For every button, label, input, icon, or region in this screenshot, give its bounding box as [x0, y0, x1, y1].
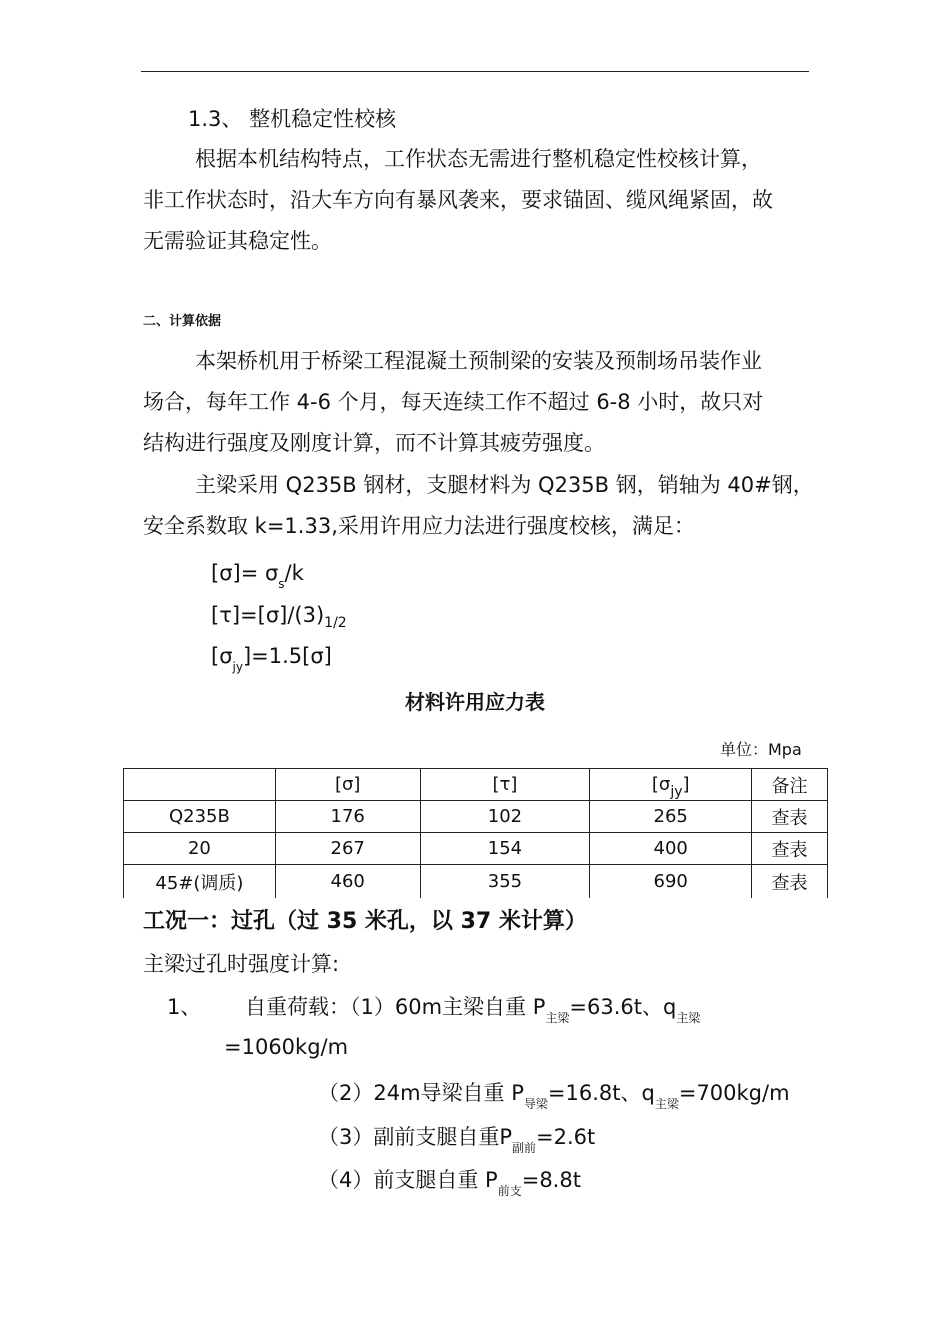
table-cell: 102	[420, 801, 590, 833]
table-cell: Q235B	[124, 801, 276, 833]
table-row	[124, 865, 828, 899]
paragraph-line: 主梁采用 Q235B 钢材，支腿材料为 Q235B 钢，销轴为 40#钢，	[195, 473, 814, 497]
table-cell: 265	[590, 801, 752, 833]
self-weight-line-1-cont: =1060kg/m	[224, 1035, 349, 1059]
table-header-cell	[124, 769, 276, 801]
table-title: 材料许用应力表	[405, 690, 545, 714]
section-heading-1-3: 1.3、 整机稳定性校核	[188, 107, 397, 131]
table-cell: 400	[590, 833, 752, 865]
case1-intro: 主梁过孔时强度计算:	[143, 952, 340, 976]
table-cell: 267	[275, 833, 420, 865]
formula-allowable-stress: $[\sigma]= \sigma_s/k$	[211, 561, 304, 591]
item-number: 1、	[167, 995, 202, 1019]
table-header-cell: [τ]	[420, 769, 590, 801]
material-stress-table	[123, 768, 828, 898]
paragraph-line: 结构进行强度及刚度计算，而不计算其疲劳强度。	[143, 431, 605, 455]
table-unit: 单位：Mpa	[720, 740, 802, 759]
self-weight-line-2: （2）24m导梁自重 $P_{导梁}=16.8t$、$q_{主梁}=700kg/m$	[318, 1081, 790, 1111]
table-header-cell: $[\sigma_{jy}]$	[590, 769, 752, 801]
self-weight-line-1: 自重荷载：（1）60m主梁自重 $P_{主梁}=63.6t$、$q_{主梁}$	[245, 995, 701, 1025]
table-cell: 176	[275, 801, 420, 833]
self-weight-line-4: （4）前支腿自重 $P_{前支}=8.8t$	[318, 1168, 581, 1198]
table-cell: 355	[420, 865, 590, 899]
table-cell: 45#(调质)	[124, 865, 276, 899]
paragraph-line: 无需验证其稳定性。	[143, 229, 332, 253]
paragraph-line: 安全系数取 k=1.33,采用许用应力法进行强度校核，满足：	[143, 514, 695, 538]
formula-bearing-stress: $[\sigma_{jy}]=1.5[\sigma]$	[211, 644, 332, 674]
table-cell: 查表	[752, 865, 828, 899]
table-header-cell: 备注	[752, 769, 828, 801]
formula-shear-stress: $[\tau]=[\sigma]/(3)_{1/2}$	[211, 603, 347, 631]
section-heading-2: 二、计算依据	[143, 314, 222, 329]
table-header-row	[124, 769, 828, 801]
table-cell: 154	[420, 833, 590, 865]
paragraph-line: 本架桥机用于桥梁工程混凝土预制梁的安装及预制场吊装作业	[195, 349, 762, 373]
header-rule	[141, 71, 809, 72]
table-cell: 查表	[752, 801, 828, 833]
paragraph-line: 根据本机结构特点，工作状态无需进行整机稳定性校核计算，	[195, 147, 762, 171]
self-weight-line-3: （3）副前支腿自重$P_{副前}=2.6t$	[318, 1125, 596, 1155]
paragraph-line: 非工作状态时，沿大车方向有暴风袭来，要求锚固、缆风绳紧固，故	[143, 188, 773, 212]
table-cell: 查表	[752, 833, 828, 865]
paragraph-line: 场合，每年工作 4-6 个月，每天连续工作不超过 6-8 小时，故只对	[143, 390, 764, 414]
table-cell: 20	[124, 833, 276, 865]
table-row	[124, 801, 828, 833]
case1-heading: 工况一：过孔（过 35 米孔，以 37 米计算）	[143, 909, 587, 934]
table-cell: 690	[590, 865, 752, 899]
table-row	[124, 833, 828, 865]
table-cell: 460	[275, 865, 420, 899]
table-header-cell: [σ]	[275, 769, 420, 801]
